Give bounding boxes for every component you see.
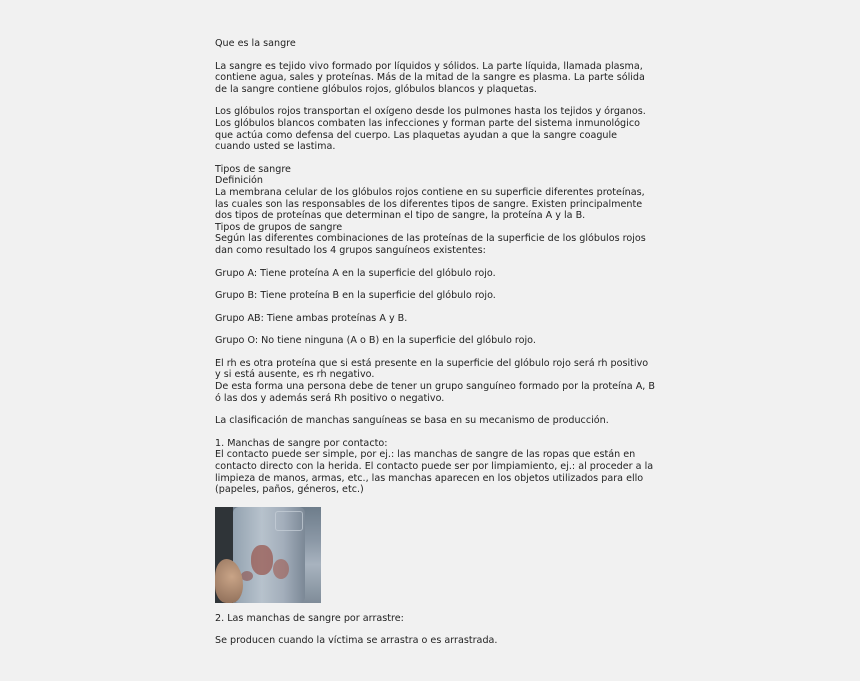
paragraph-membrane: La membrana celular de los glóbulos rojos contiene en su superficie diferentes proteínas, las cuales son las responsables de los diferentes tipos de sangre. Existen principalmente dos tipos de proteínas que determinan el tipo de sangre, la proteína A y la B. bbox=[215, 186, 645, 222]
group-ab-text: Grupo AB: Tiene ambas proteínas A y B. bbox=[215, 312, 408, 324]
paragraph-classification: La clasificación de manchas sanguíneas se basa en su mecanismo de producción. bbox=[215, 415, 609, 427]
group-b-text: Grupo B: Tiene proteína B en la superficie del glóbulo rojo. bbox=[215, 290, 496, 302]
group-a-text: Grupo A: Tiene proteína A en la superficie del glóbulo rojo. bbox=[215, 267, 496, 279]
paragraph-drag: Se producen cuando la víctima se arrastra o es arrastrada. bbox=[215, 635, 498, 647]
paragraph-blood-definition: La sangre es tejido vivo formado por líquidos y sólidos. La parte líquida, llamada plasma, contiene agua, sales y proteínas. Más de la mitad de la sangre es plasma. La parte sólida de la sangre contiene glóbulos rojos, glóbulos blancos y plaquetas. bbox=[215, 60, 645, 95]
heading-blood-groups: Tipos de grupos de sangre bbox=[215, 221, 343, 233]
paragraph-contact: El contacto puede ser simple, por ej.: las manchas de sangre de las ropas que están en contacto directo con la herida. El contacto puede ser por limpiamiento, ej.: al proceder a la limpieza de manos, armas, etc., las manchas aparecen en los objetos utilizados para ello (papeles, paños, géneros, etc.) bbox=[215, 449, 654, 496]
document-body bbox=[215, 38, 655, 658]
paragraph-rh: El rh es otra proteína que si está presente en la superficie del glóbulo rojo será rh positivo y si está ausente, es rh negativo. bbox=[215, 357, 649, 381]
paragraph-rh-summary: De esta forma una persona debe de tener un grupo sanguíneo formado por la proteína A, B ó las dos y además será Rh positivo o negativo. bbox=[215, 381, 655, 404]
heading-drag-stains: 2. Las manchas de sangre por arrastre: bbox=[215, 612, 404, 624]
paragraph-combinations: Según las diferentes combinaciones de las proteínas de la superficie de los glóbulos rojos dan como resultado los 4 grupos sanguíneos existentes: bbox=[215, 233, 646, 256]
heading-contact-stains: 1. Manchas de sangre por contacto: bbox=[215, 437, 388, 449]
paragraph-blood-cells: Los glóbulos rojos transportan el oxígeno desde los pulmones hasta los tejidos y órganos. Los glóbulos blancos combaten las infecciones y forman parte del sistema inmunológico que actúa como defensa del cuerpo. Las plaquetas ayudan a que la sangre coagule cuando usted se lastima. bbox=[215, 106, 646, 153]
document-title: Que es la sangre bbox=[215, 38, 296, 49]
heading-blood-types: Tipos de sangre bbox=[215, 163, 291, 175]
bloodstained-jeans-photo bbox=[215, 507, 321, 603]
group-o-text: Grupo O: No tiene ninguna (A o B) en la superficie del glóbulo rojo. bbox=[215, 335, 536, 347]
heading-definition: Definición bbox=[215, 175, 263, 187]
